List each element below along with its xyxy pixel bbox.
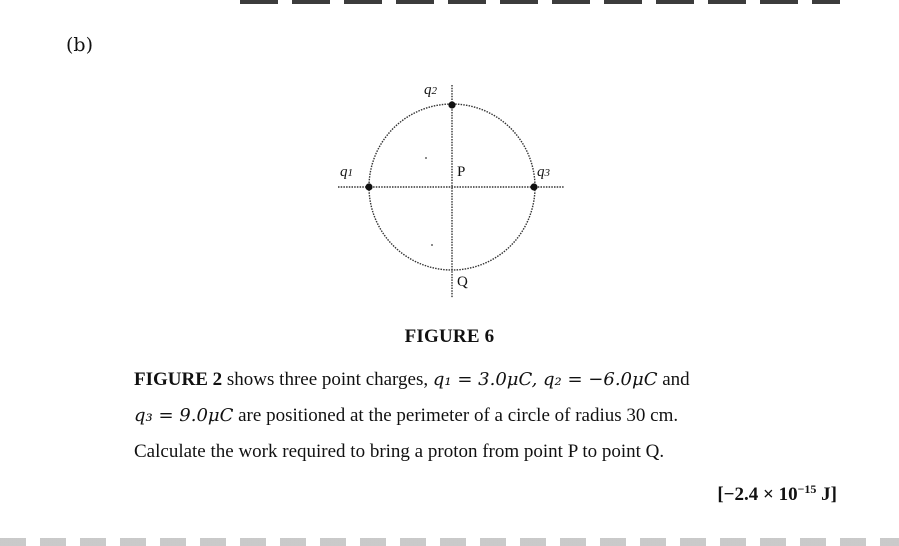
- circle-diagram-svg: [320, 70, 580, 310]
- figure-reference: FIGURE 2: [134, 369, 223, 390]
- label-q3: q3: [537, 164, 550, 180]
- figure-6-diagram: [320, 70, 580, 310]
- question-line-2: q₃ = 9.0μC are positioned at the perimeter of a circle of radius 30 cm.: [134, 405, 679, 426]
- cropped-text-fragment: [240, 0, 840, 4]
- charge-q2-dot: [448, 101, 455, 108]
- question-line-3: Calculate the work required to bring a proton from point P to point Q.: [134, 441, 665, 462]
- label-q1: q1: [340, 164, 353, 180]
- label-q-point: Q: [457, 274, 468, 290]
- label-q2: q2: [424, 82, 437, 98]
- charge-q3-dot: [530, 183, 537, 190]
- charge-q3: q₃ = 9.0μC: [134, 405, 234, 426]
- cropped-text-fragment-bottom: [0, 538, 899, 546]
- question-text: [134, 362, 834, 470]
- charge-q1-dot: [365, 183, 372, 190]
- label-p: P: [457, 164, 466, 180]
- part-label: (b): [66, 34, 93, 56]
- figure-caption: FIGURE 6: [404, 326, 495, 347]
- charges-q1-q2: q₁ = 3.0μC, q₂ = −6.0μC: [432, 369, 658, 390]
- question-line-1: FIGURE 2 shows three point charges, q₁ = 3.0μC, q₂ = −6.0μC and: [134, 369, 690, 390]
- answer-key: [$-2.4 \times 10^{-15}$ J]: [717, 482, 837, 505]
